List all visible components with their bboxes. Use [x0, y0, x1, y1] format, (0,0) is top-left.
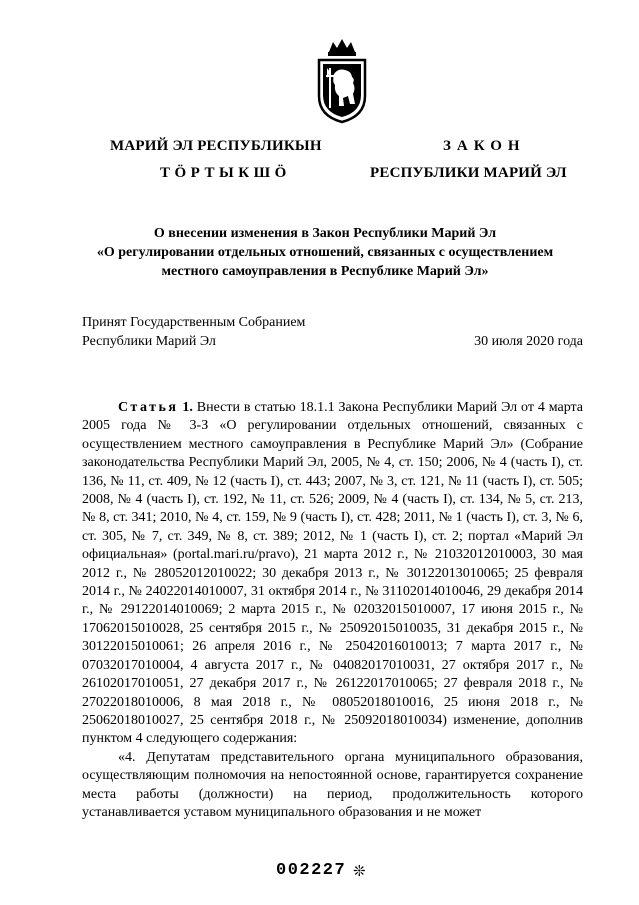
adoption-date: 30 июля 2020 года: [474, 334, 583, 349]
header-left-line1: МАРИЙ ЭЛ РЕСПУБЛИКЫН: [110, 138, 322, 154]
article-1-paragraph: [82, 399, 583, 749]
coat-of-arms-icon: [315, 38, 369, 124]
header-right-line2: РЕСПУБЛИКИ МАРИЙ ЭЛ: [370, 165, 567, 181]
title-line3: местного самоуправления в Республике Марий Эл»: [161, 264, 489, 279]
title-line1: О внесении изменения в Закон Республики Марий Эл: [153, 226, 497, 241]
adoption-line2: Республики Марий Эл: [82, 334, 216, 349]
title-line2: «О регулировании отдельных отношений, связанных с осуществлением: [96, 245, 554, 260]
article-heading: Статья: [118, 400, 179, 415]
ornament-icon: ❊: [353, 864, 366, 880]
document-body: [82, 399, 583, 822]
footer-serial-number: 002227: [276, 861, 347, 880]
article-1-text: Внести в статью 18.1.1 Закона Республики Марий Эл от 4 марта 2005 года № 3-З «О регулировании отдельных отношений, связанных с осуществлением местного самоуправления в Республике Марий Эл» (Собрание законодательства Республики Марий Эл, 2005, № 4, ст. 150; 2006, № 4 (часть I), ст. 136, № 11, ст. 409, № 12 (часть I), ст. 443; 2007, № 3, ст. 121, № 11 (часть I), ст. 505; 2008, № 4 (часть I), ст. 192, № 11, ст. 526; 2009, № 4 (часть I), ст. 134, № 5, ст. 213, № 8, ст. 341; 2010, № 4, ст. 159, № 9 (часть I), ст. 428; 2011, № 1 (часть I), ст. 3, № 6, ст. 305, № 7, ст. 349, № 8, ст. 389; 2012, № 1 (часть I), ст. 2; портал «Марий Эл официальная» (portal.mari.ru/pravo), 21 марта 2012 г., № 21032012010003, 30 мая 2012 г., № 28052012010022; 30 декабря 2013 г., № 30122013010065; 25 февраля 2014 г., № 24022014010007, 31 октября 2014 г., № 31102014010046, 29 декабря 2014 г., № 29122014010069; 2 марта 2015 г., № 02032015010007, 17 июня 2015 г., № 17062015010028, 25 сентября 2015 г., № 25092015010035, 31 декабря 2015 г., № 30122015010061; 26 апреля 2016 г., № 25042016010013; 7 марта 2017 г., № 07032017010004, 4 августа 2017 г., № 04082017010031, 27 октября 2017 г., № 26102017010051, 27 декабря 2017 г., № 26122017010065; 27 февраля 2018 г., № 27022018010006, 8 мая 2018 г., № 08052018010016, 25 июня 2018 г., № 25062018010027, 25 сентября 2018 г., № 25092018010034) изменение, дополнив пунктом 4 следующего содержания:: [82, 400, 584, 747]
header-left-line2: ТӦРТЫКШӦ: [160, 165, 291, 181]
adoption-statement: [82, 313, 305, 351]
header-right-line1: ЗАКОН: [443, 138, 526, 154]
adoption-line1: Принят Государственным Собранием: [82, 315, 306, 330]
article-number: 1.: [182, 400, 193, 415]
document-title: [60, 224, 590, 281]
article-1-quote: «4. Депутатам представительного органа муниципального образования, осуществляющим полномочия на непостоянной основе, гарантируется сохранение места работы (должности) на период, продолжительность которого устанавливается уставом муниципального образования и не может: [82, 749, 583, 820]
